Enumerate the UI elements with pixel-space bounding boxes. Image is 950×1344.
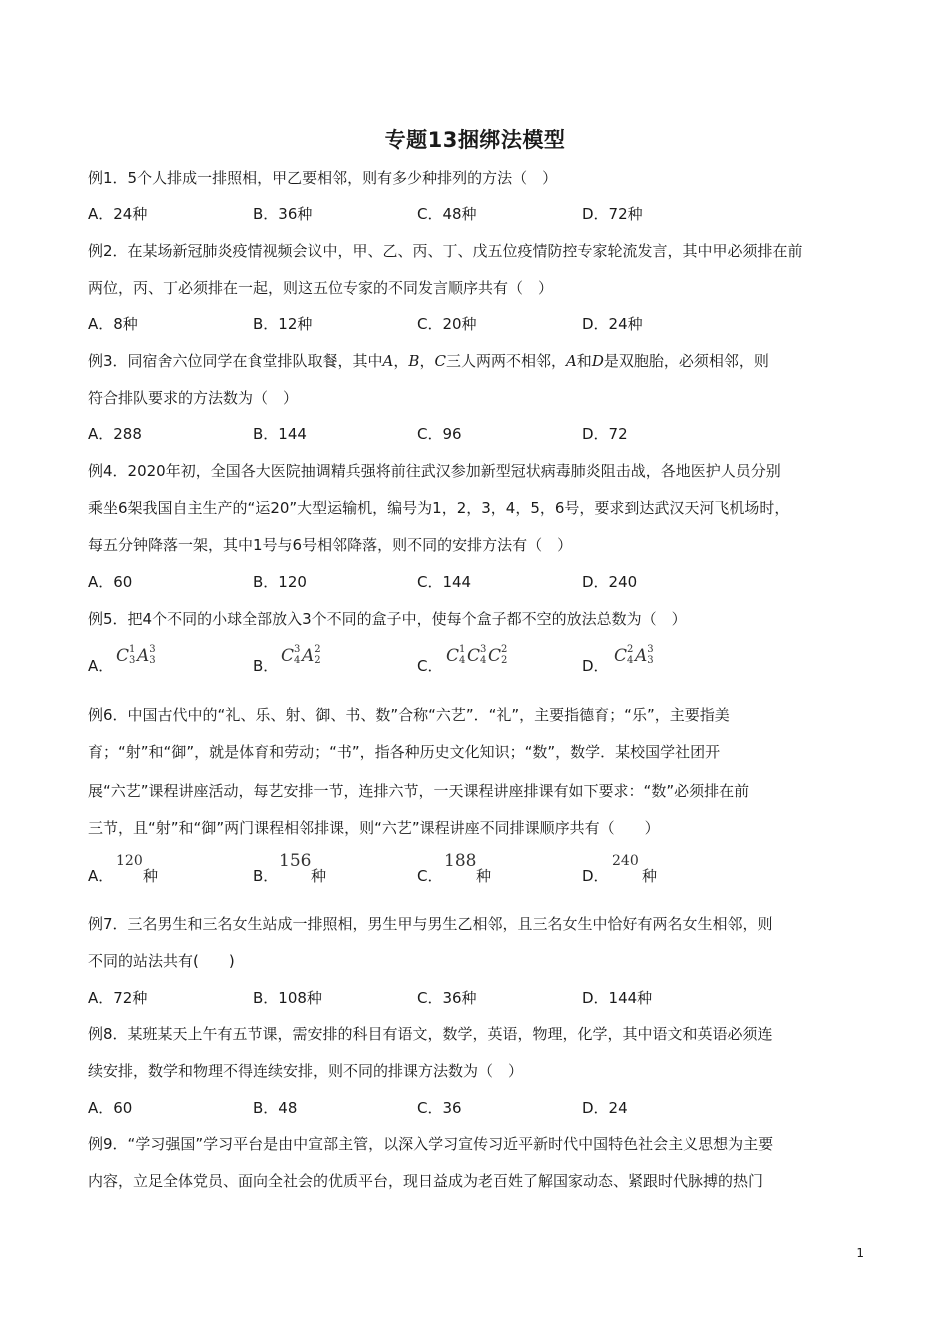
q7-option-a: A．72种: [88, 989, 148, 1007]
q6-stem-line2: 育；“射”和“御”，就是体育和劳动；“书”，指各种历史文化知识；“数”，数学．某校国学社团开: [88, 743, 721, 761]
q2-stem-line2: 两位，丙、丁必须排在一起，则这五位专家的不同发言顺序共有（ ）: [88, 279, 554, 297]
q6-value-c: 188: [444, 851, 477, 871]
q7-option-b: B．108种: [253, 989, 322, 1007]
q3-var-c: C: [434, 352, 446, 370]
q6-unit-b: 种: [311, 867, 327, 885]
q5-formula-b: C 3 4 A 2 2: [281, 644, 321, 666]
q3-var-a: A: [565, 352, 577, 370]
q3-stem-text: 三人两两不相邻，: [445, 352, 566, 370]
q5-option-b: B．: [253, 657, 279, 675]
q2-option-a: A．8种: [88, 315, 138, 333]
q6-option-c: C．: [417, 867, 443, 885]
page-number: 1: [856, 1246, 864, 1260]
q5-option-c: C．: [417, 657, 443, 675]
q8-option-a: A．60: [88, 1099, 133, 1117]
q8-stem-line2: 续安排，数学和物理不得连续安排，则不同的排课方法数为（ ）: [88, 1062, 524, 1080]
q5-formula-d: C 2 4 A 3 3: [614, 644, 654, 666]
q3-option-d: D．72: [582, 425, 628, 443]
q8-option-b: B．48: [253, 1099, 298, 1117]
q6-unit-a: 种: [143, 867, 159, 885]
q2-option-b: B．12种: [253, 315, 313, 333]
q7-stem-line1: 例7．三名男生和三名女生站成一排照相，男生甲与男生乙相邻，且三名女生中恰好有两名女生相邻，则: [88, 915, 773, 933]
q3-option-a: A．288: [88, 425, 142, 443]
q6-stem-line1: 例6．中国古代中的“礼、乐、射、御、书、数”合称“六艺”．“礼”，主要指德育；“乐”，主要指美: [88, 706, 730, 724]
q8-option-d: D．24: [582, 1099, 628, 1117]
q5-option-d: D．: [582, 657, 609, 675]
q4-stem-line1: 例4．2020年初，全国各大医院抽调精兵强将前往武汉参加新型冠状病毒肺炎阻击战，各地医护人员分别: [88, 462, 781, 480]
q1-stem: 例1．5个人排成一排照相，甲乙要相邻，则有多少种排列的方法（ ）: [88, 169, 558, 187]
q3-stem-text: 是双胞胎，必须相邻，则: [603, 352, 769, 370]
q4-stem-line2: 乘坐6架我国自主生产的“运20”大型运输机，编号为1，2，3，4，5，6号，要求到达武汉天河飞机场时，: [88, 499, 790, 517]
q3-option-b: B．144: [253, 425, 307, 443]
q6-option-d: D．: [582, 867, 609, 885]
q3-var-b: B: [408, 352, 420, 370]
q6-option-b: B．: [253, 867, 279, 885]
q4-option-b: B．120: [253, 573, 307, 591]
q5-stem: 例5．把4个不同的小球全部放入3个不同的盒子中，使每个盒子都不空的放法总数为（ ）: [88, 610, 687, 628]
q4-option-d: D．240: [582, 573, 638, 591]
q3-stem-text: 例3．同宿舍六位同学在食堂排队取餐，其中: [88, 352, 383, 370]
q6-option-a: A．: [88, 867, 114, 885]
q3-stem-text: 和: [576, 352, 592, 370]
q5-formula-a: C 1 3 A 3 3: [116, 644, 156, 666]
q2-option-c: C．20种: [417, 315, 477, 333]
q7-stem-line2: 不同的站法共有( ): [88, 952, 235, 970]
q1-option-b: B．36种: [253, 205, 313, 223]
q3-var-d: D: [591, 352, 604, 370]
q2-stem-line1: 例2．在某场新冠肺炎疫情视频会议中，甲、乙、丙、丁、戊五位疫情防控专家轮流发言，其中甲必须排在前: [88, 242, 803, 260]
q6-stem-line4: 三节，且“射”和“御”两门课程相邻排课，则“六艺”课程讲座不同排课顺序共有（ ）: [88, 819, 660, 837]
q4-option-c: C．144: [417, 573, 472, 591]
q6-unit-c: 种: [476, 867, 492, 885]
q6-unit-d: 种: [642, 867, 658, 885]
q5-formula-c: C 1 4 C 3 4 C 2 2: [446, 644, 508, 666]
q9-stem-line2: 内容，立足全体党员、面向全社会的优质平台，现日益成为老百姓了解国家动态、紧跟时代脉搏的热门: [88, 1172, 764, 1190]
q4-stem-line3: 每五分钟降落一架，其中1号与6号相邻降落，则不同的安排方法有（ ）: [88, 536, 573, 554]
q9-stem-line1: 例9．“学习强国”学习平台是由中宣部主管，以深入学习宣传习近平新时代中国特色社会主义思想为主要: [88, 1135, 774, 1153]
q2-option-d: D．24种: [582, 315, 643, 333]
q8-stem-line1: 例8．某班某天上午有五节课，需安排的科目有语文，数学，英语，物理，化学，其中语文和英语必须连: [88, 1025, 773, 1043]
q3-comma: ，: [419, 352, 435, 370]
q3-var-a: A: [382, 352, 394, 370]
q7-option-c: C．36种: [417, 989, 477, 1007]
q1-option-a: A．24种: [88, 205, 148, 223]
q4-option-a: A．60: [88, 573, 133, 591]
q1-option-d: D．72种: [582, 205, 643, 223]
q5-option-a: A．: [88, 657, 114, 675]
q3-comma: ，: [393, 352, 409, 370]
q6-value-a: 120: [116, 853, 143, 869]
q3-stem-line1: [88, 351, 868, 371]
page-title: 专题13捆绑法模型: [384, 128, 566, 152]
q3-option-c: C．96: [417, 425, 462, 443]
q8-option-c: C．36: [417, 1099, 462, 1117]
q1-option-c: C．48种: [417, 205, 477, 223]
q7-option-d: D．144种: [582, 989, 653, 1007]
q6-stem-line3: 展“六艺”课程讲座活动，每艺安排一节，连排六节，一天课程讲座排课有如下要求：“数”必须排在前: [88, 782, 750, 800]
q3-stem-line2: 符合排队要求的方法数为（ ）: [88, 389, 299, 407]
q6-value-b: 156: [279, 851, 312, 871]
q6-value-d: 240: [612, 853, 639, 869]
